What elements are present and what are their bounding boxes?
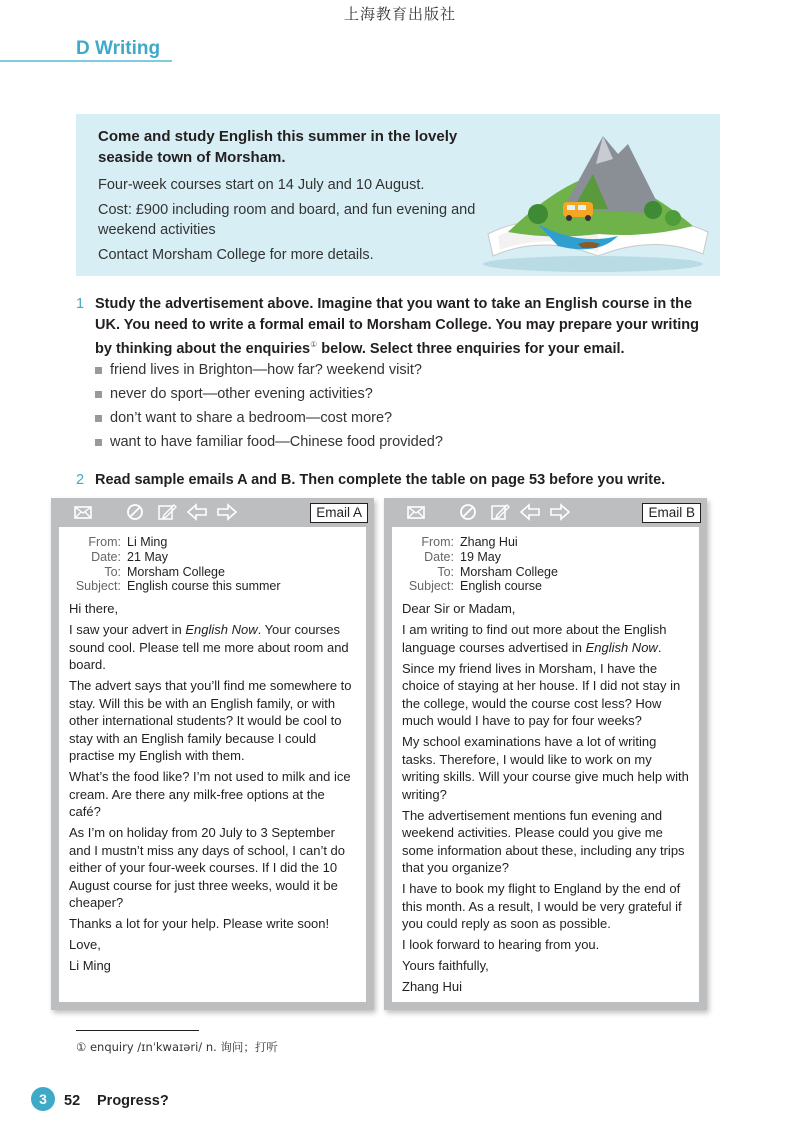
email-toolbar [51, 498, 374, 527]
arrow-left-icon[interactable] [185, 502, 209, 522]
email-paragraph: I have to book my flight to England by the end of this month. As a result, I would be very grateful if you could reply as soon as possible. [402, 881, 682, 932]
question-2-number: 2 [76, 472, 85, 488]
list-item: friend lives in Brighton—how far? weekend visit? [95, 358, 695, 382]
arrow-right-icon[interactable] [215, 502, 239, 522]
email-paragraph: I look forward to hearing from you. [402, 937, 600, 953]
envelope-icon[interactable] [404, 502, 428, 522]
block-icon[interactable] [456, 502, 480, 522]
email-toolbar [384, 498, 707, 527]
email-paragraph: As I’m on holiday from 20 July to 3 September and I mustn’t miss any days of school, I can’t do either of your four-week courses. If I did the 10 August course for just three weeks, would it be cheaper? [69, 825, 346, 911]
footer-title: Progress? [97, 1093, 169, 1109]
publisher-header: 上海教育出版社 [343, 5, 456, 23]
question-1-text: Study the advertisement above. Imagine that you want to take an English course in the UK. You need to write a formal email to Morsham College. You may prepare your writing by thinking about the enquiries① below. Select three enquiries for your email. [95, 296, 700, 357]
email-header: From: Li Ming Date: 21 May To: Morsham College Subject: English course this summer [75, 535, 281, 594]
email-paragraph: What’s the food like? I’m not used to milk and ice cream. Are there any milk-free options at the café? [69, 769, 351, 820]
question-1 [76, 294, 716, 359]
list-item: want to have familiar food—Chinese food provided? [95, 430, 695, 454]
email-closing: Yours faithfully, [402, 958, 489, 974]
email-signature: Zhang Hui [402, 979, 462, 995]
email-paragraph: My school examinations have a lot of writing tasks. Therefore, I would like to work on my writing skills. Will your course give much help with writing? [402, 734, 689, 802]
section-underline [0, 60, 172, 62]
bullet-square-icon [95, 391, 102, 398]
email-closing: Love, [69, 937, 101, 953]
list-item: don’t want to share a bedroom—cost more? [95, 406, 695, 430]
island-book-illustration [468, 114, 718, 276]
question-2-text: Read sample emails A and B. Then complete the table on page 53 before you write. [95, 472, 666, 488]
email-signature: Li Ming [69, 958, 111, 974]
block-icon[interactable] [123, 502, 147, 522]
email-paragraph: The advert says that you’ll find me somewhere to stay. Will this be with an English family, or with other international students? It would be cool to stay with an English family because I could practise my English with them. [69, 678, 352, 764]
envelope-icon[interactable] [71, 502, 95, 522]
enquiry-list [95, 358, 695, 454]
footnote-rule [76, 1030, 199, 1031]
advertisement-box [76, 114, 720, 276]
footnote: ① enquiry /ɪnˈkwaɪəri/ n. 询问；打听 [76, 1040, 278, 1054]
email-body [59, 527, 366, 1002]
page-number: 52 [64, 1093, 81, 1109]
unit-badge: 3 [31, 1087, 55, 1111]
email-header: From: Zhang Hui Date: 19 May To: Morsham College Subject: English course [408, 535, 558, 594]
email-greeting: Dear Sir or Madam, [402, 601, 516, 617]
ad-line-contact: Contact Morsham College for more details. [98, 247, 374, 263]
ad-line-cost: Cost: £900 including room and board, and fun evening and weekend activities [98, 202, 476, 238]
compose-icon[interactable] [155, 502, 179, 522]
email-a-window [51, 498, 374, 1010]
email-paragraph: Thanks a lot for your help. Please write soon! [69, 916, 330, 932]
email-paragraph: I am writing to find out more about the English language courses advertised in English Now. [402, 622, 667, 655]
email-paragraph: The advertisement mentions fun evening and weekend activities. Please could you give me some information about these, including any trips that you organize? [402, 807, 685, 876]
email-body [392, 527, 699, 1002]
compose-icon[interactable] [488, 502, 512, 522]
email-b-window [384, 498, 707, 1010]
list-item: never do sport—other evening activities? [95, 382, 695, 406]
ad-line-dates: Four-week courses start on 14 July and 10 August. [98, 177, 425, 193]
section-title: D Writing [76, 38, 161, 59]
question-1-number: 1 [76, 296, 85, 312]
email-label: Email A [310, 503, 368, 523]
arrow-left-icon[interactable] [518, 502, 542, 522]
arrow-right-icon[interactable] [548, 502, 572, 522]
footnote-mark: ① [310, 340, 318, 349]
advertisement-text [98, 126, 488, 270]
email-label: Email B [642, 503, 701, 523]
bullet-square-icon [95, 367, 102, 374]
email-greeting: Hi there, [69, 601, 119, 617]
email-paragraph: I saw your advert in English Now. Your courses sound cool. Please tell me more about room and board. [69, 622, 349, 673]
email-paragraph: Since my friend lives in Morsham, I have the choice of staying at her house. If I did not stay in the college, would the course cost less? How much would I have to pay for four weeks? [402, 660, 681, 729]
bullet-square-icon [95, 439, 102, 446]
bullet-square-icon [95, 415, 102, 422]
question-2 [76, 470, 716, 491]
ad-headline: Come and study English this summer in the lovely seaside town of Morsham. [98, 128, 458, 166]
